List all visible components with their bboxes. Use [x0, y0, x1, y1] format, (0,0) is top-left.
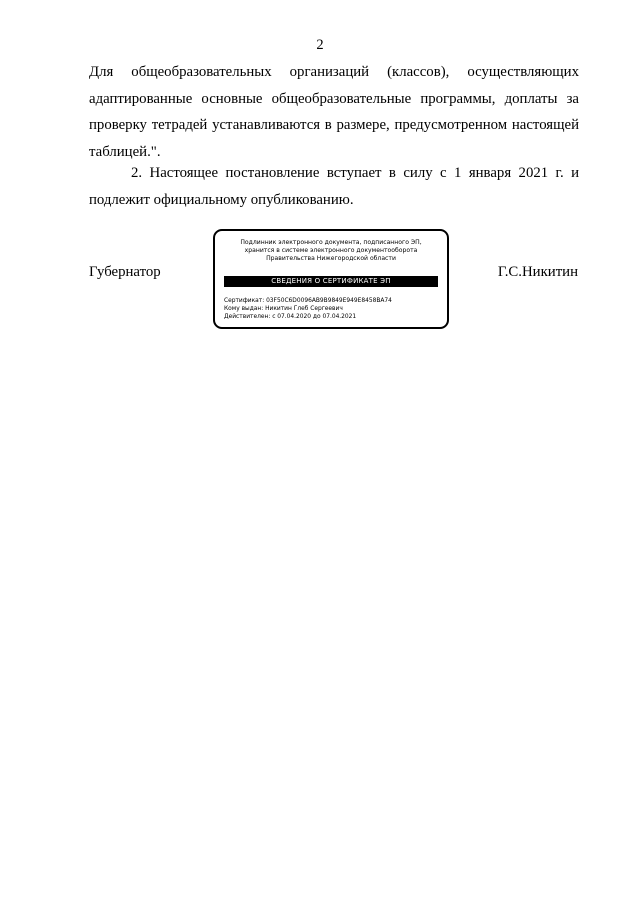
- page-number: 2: [316, 37, 324, 53]
- stamp-details: [224, 297, 392, 321]
- issued-to-row: [224, 305, 392, 313]
- e-signature-stamp: [213, 229, 449, 329]
- signatory-position: Губернатор: [89, 264, 161, 280]
- certificate-value: 03F50C6D0096AB9B9849E949E8458BA74: [266, 298, 392, 304]
- certificate-label: Сертификат:: [224, 298, 265, 304]
- stamp-header-line: хранится в системе электронного документооборота: [244, 247, 418, 254]
- stamp-certificate-title: СВЕДЕНИЯ О СЕРТИФИКАТЕ ЭП: [224, 276, 438, 287]
- stamp-header-line: Правительства Нижегородской области: [266, 255, 396, 262]
- stamp-header: [215, 239, 447, 263]
- body-paragraph-2: 2. Настоящее постановление вступает в силу с 1 января 2021 г. и подлежит официальному опубликованию.: [89, 165, 579, 208]
- certificate-row: [224, 297, 392, 305]
- valid-value: с 07.04.2020 до 07.04.2021: [272, 314, 357, 320]
- valid-row: [224, 313, 392, 321]
- signatory-name: Г.С.Никитин: [497, 264, 578, 280]
- body-paragraph-1: Для общеобразовательных организаций (классов), осуществляющих адаптированные основные общеобразовательные программы, доплаты за проверку тетрадей устанавливаются в размере, предусмотренном настоящей таблицей.".: [89, 64, 579, 160]
- issued-to-value: Никитин Глеб Сергеевич: [265, 306, 343, 312]
- valid-label: Действителен:: [224, 314, 271, 320]
- issued-to-label: Кому выдан:: [224, 306, 264, 312]
- stamp-header-line: Подлинник электронного документа, подписанного ЭП,: [240, 239, 422, 246]
